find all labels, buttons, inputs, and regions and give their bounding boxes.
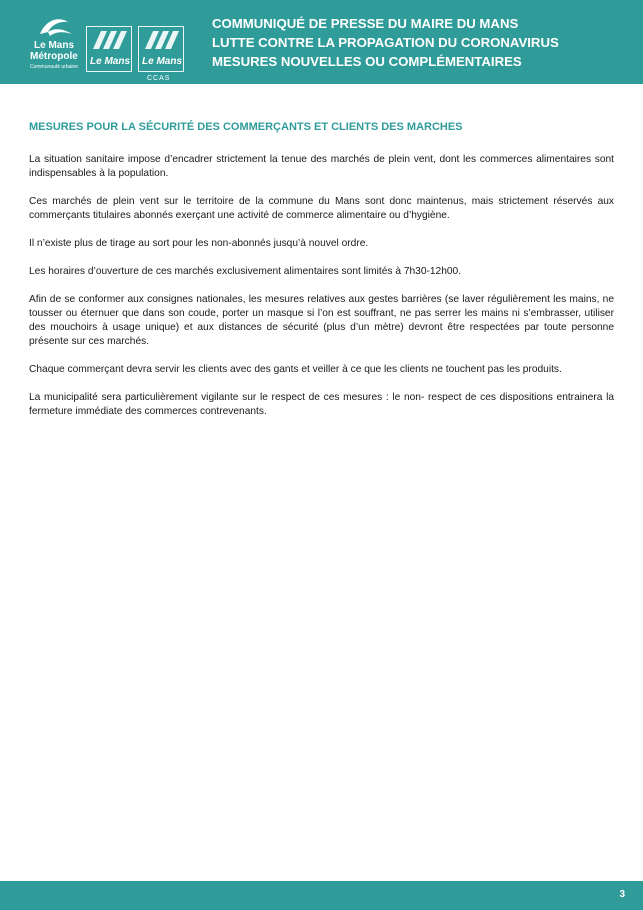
metropole-name-line2: Métropole xyxy=(30,51,78,62)
paragraph-2: Ces marchés de plein vent sur le territoire de la commune du Mans sont donc maintenus, mais strictement réservés aux commerçants titulaires abonnés exerçant une activité de commerce alimentaire ou d’hygiène. xyxy=(29,196,614,221)
le-mans-label: Le Mans xyxy=(90,56,131,67)
section-title: MESURES POUR LA SÉCURITÉ DES COMMERÇANTS ET CLIENTS DES MARCHES xyxy=(29,121,463,133)
paragraph-5: Afin de se conformer aux consignes nationales, les mesures relatives aux gestes barrières (se laver régulièrement les mains, ne tousser ou éternuer que dans son coude, porter un masque si l’on est souffrant, ne pas serrer les mains ni s’embrasser, utiliser des mouchoirs à usage unique) et aux distances de sécurité (plus d’un mètre) devront être respectées par toute personne présente sur ces marchés. xyxy=(29,294,614,347)
paragraph-3: Il n’existe plus de tirage au sort pour les non-abonnés jusqu’à nouvel ordre. xyxy=(29,238,369,249)
ccas-logo xyxy=(138,26,184,82)
ccas-le-mans-label: Le Mans xyxy=(142,56,183,67)
footer-band xyxy=(0,881,643,910)
header-title-block xyxy=(212,14,632,71)
le-mans-metropole-logo xyxy=(28,12,84,72)
ccas-label: CCAS xyxy=(147,75,171,82)
header-title-line-2: LUTTE CONTRE LA PROPAGATION DU CORONAVIRUS xyxy=(212,35,559,50)
le-mans-city-logo xyxy=(86,26,132,72)
metropole-name-line1: Le Mans xyxy=(34,40,75,51)
bird-icon xyxy=(28,12,84,42)
paragraph-1: La situation sanitaire impose d’encadrer strictement la tenue des marchés de plein vent, dont les commerces alimentaires sont indispensables à la population. xyxy=(29,154,614,179)
header-title-line-1: COMMUNIQUÉ DE PRESSE DU MAIRE DU MANS xyxy=(212,16,519,31)
stripes-icon xyxy=(139,27,183,53)
page-number: 3 xyxy=(619,889,625,900)
stripes-icon xyxy=(87,27,131,53)
metropole-tagline: Communauté urbaine xyxy=(30,64,79,70)
header-band xyxy=(0,0,643,84)
main-content xyxy=(29,121,614,433)
paragraph-4: Les horaires d’ouverture de ces marchés exclusivement alimentaires sont limités à 7h30-12h00. xyxy=(29,266,462,277)
header-title-line-3: MESURES NOUVELLES OU COMPLÉMENTAIRES xyxy=(212,54,522,69)
paragraph-6: Chaque commerçant devra servir les clients avec des gants et veiller à ce que les clients ne touchent pas les produits. xyxy=(29,364,562,375)
paragraph-7: La municipalité sera particulièrement vigilante sur le respect de ces mesures : le non- respect de ces dispositions entrainera la fermeture immédiate des commerces contrevenants. xyxy=(29,392,614,417)
